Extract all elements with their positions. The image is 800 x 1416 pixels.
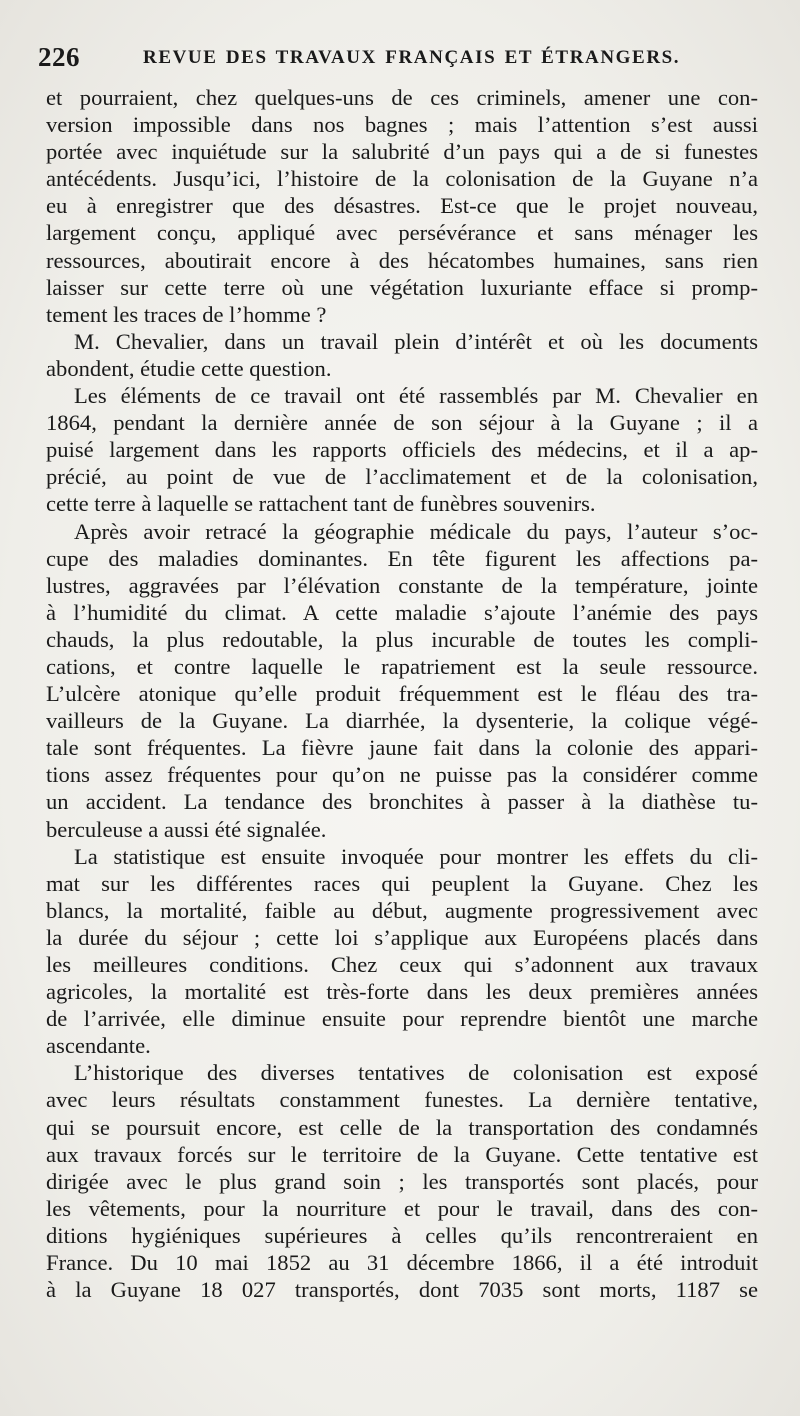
- text-line: ressources, aboutirait encore à des hécatombes humaines, sans rien: [46, 247, 758, 273]
- text-line: mat sur les différentes races qui peuplent la Guyane. Chez les: [46, 870, 758, 896]
- body-text: [46, 84, 758, 1303]
- text-line: puisé largement dans les rapports officiels des médecins, et il a ap-: [46, 437, 758, 463]
- text-line: un accident. La tendance des bronchites à passer à la diathèse tu-: [46, 789, 758, 815]
- page-number: 226: [38, 42, 80, 72]
- running-head: [38, 42, 762, 74]
- text-line: lustres, aggravées par l’élévation constante de la température, jointe: [46, 572, 758, 598]
- text-line: les vêtements, pour la nourriture et pour le travail, dans des con-: [46, 1195, 758, 1221]
- text-line: tale sont fréquentes. La fièvre jaune fait dans la colonie des appari-: [46, 735, 758, 761]
- text-line: chauds, la plus redoutable, la plus incurable de toutes les compli-: [46, 626, 758, 652]
- text-line: L’historique des diverses tentatives de colonisation est exposé: [74, 1060, 758, 1086]
- text-line: dirigée avec le plus grand soin ; les transportés sont placés, pour: [46, 1168, 758, 1194]
- text-line: abondent, étudie cette question.: [46, 355, 332, 381]
- text-line: blancs, la mortalité, faible au début, augmente progressivement avec: [46, 897, 758, 923]
- text-line: Après avoir retracé la géographie médicale du pays, l’auteur s’oc-: [74, 518, 758, 544]
- text-line: ditions hygiéniques supérieures à celles qu’ils rencontreraient en: [46, 1222, 758, 1248]
- text-line: cupe des maladies dominantes. En tête figurent les affections pa-: [46, 545, 758, 571]
- text-line: cette terre à laquelle se rattachent tant de funèbres souvenirs.: [46, 491, 596, 517]
- text-line: avec leurs résultats constamment funestes. La dernière tentative,: [46, 1087, 758, 1113]
- text-line: ascendante.: [46, 1033, 151, 1059]
- text-line: France. Du 10 mai 1852 au 31 décembre 1866, il a été introduit: [46, 1250, 758, 1276]
- text-line: la durée du séjour ; cette loi s’applique aux Européens placés dans: [46, 924, 758, 950]
- text-line: L’ulcère atonique qu’elle produit fréquemment est le fléau des tra-: [46, 681, 758, 707]
- text-line: berculeuse a aussi été signalée.: [46, 816, 327, 842]
- text-line: vailleurs de la Guyane. La diarrhée, la dysenterie, la colique végé-: [46, 708, 758, 734]
- text-line: La statistique est ensuite invoquée pour montrer les effets du cli-: [74, 843, 758, 869]
- text-line: agricoles, la mortalité est très-forte dans les deux premières années: [46, 979, 758, 1005]
- text-line: largement conçu, appliqué avec persévérance et sans ménager les: [46, 220, 758, 246]
- text-line: précié, au point de vue de l’acclimatement et de la colonisation,: [46, 464, 758, 490]
- text-line: tement les traces de l’homme ?: [46, 301, 327, 327]
- text-line: aux travaux forcés sur le territoire de la Guyane. Cette tentative est: [46, 1141, 758, 1167]
- text-line: les meilleures conditions. Chez ceux qui s’adonnent aux travaux: [46, 952, 758, 977]
- text-line: antécédents. Jusqu’ici, l’histoire de la colonisation de la Guyane n’a: [46, 166, 758, 192]
- text-line: version impossible dans nos bagnes ; mais l’attention s’est aussi: [46, 112, 758, 138]
- text-line: portée avec inquiétude sur la salubrité d’un pays qui a de si funestes: [46, 139, 758, 165]
- text-line: cations, et contre laquelle le rapatriement est la seule ressource.: [46, 653, 758, 679]
- text-line: et pourraient, chez quelques-uns de ces criminels, amener une con-: [46, 85, 758, 110]
- text-line: à la Guyane 18 027 transportés, dont 7035 sont morts, 1187 se: [46, 1277, 758, 1303]
- text-line: Les éléments de ce travail ont été rassemblés par M. Chevalier en: [74, 383, 758, 409]
- text-line: de l’arrivée, elle diminue ensuite pour reprendre bientôt une marche: [46, 1006, 758, 1032]
- text-line: 1864, pendant la dernière année de son séjour à la Guyane ; il a: [46, 410, 758, 436]
- running-title: REVUE DES TRAVAUX FRANÇAIS ET ÉTRANGERS.: [143, 47, 681, 68]
- text-line: tions assez fréquentes pour qu’on ne puisse pas la considérer comme: [46, 762, 758, 788]
- text-line: à l’humidité du climat. A cette maladie s’ajoute l’anémie des pays: [46, 599, 758, 625]
- text-line: eu à enregistrer que des désastres. Est-ce que le projet nouveau,: [46, 193, 758, 219]
- text-line: laisser sur cette terre où une végétation luxuriante efface si promp-: [46, 274, 758, 300]
- text-line: qui se poursuit encore, est celle de la transportation des condamnés: [46, 1114, 758, 1140]
- text-line: M. Chevalier, dans un travail plein d’intérêt et où les documents: [74, 328, 758, 354]
